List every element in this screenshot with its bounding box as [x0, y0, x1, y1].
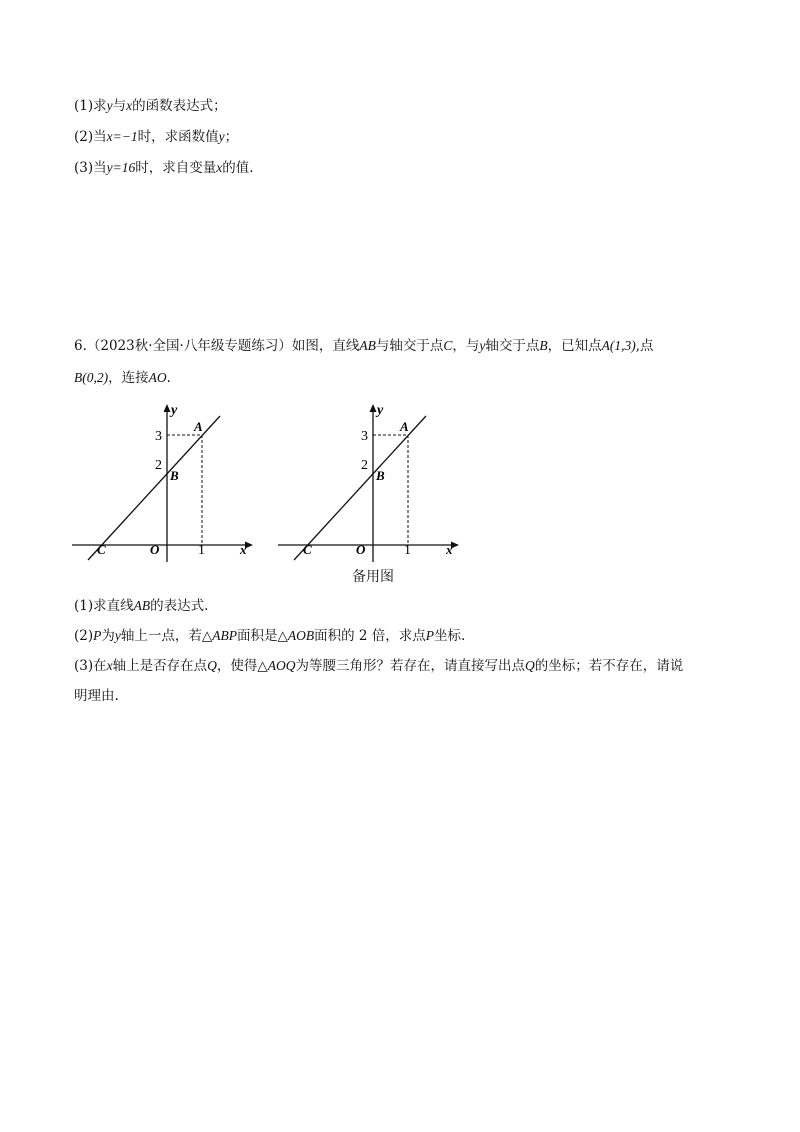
label-o: O: [356, 542, 366, 557]
text: 轴交于点: [485, 338, 540, 354]
text: ，与: [452, 338, 480, 354]
math-var: x: [126, 98, 133, 113]
q6-part3: [74, 656, 683, 676]
math-expr: △ABP: [201, 628, 237, 643]
text: (1)求直线: [74, 598, 134, 614]
math-var: y: [479, 338, 486, 353]
text: ，已知点: [547, 338, 602, 354]
text: 6.（2023秋·全国·八年级专题练习）如图，直线: [74, 338, 360, 354]
label-a: A: [194, 419, 203, 434]
label-y: y: [171, 403, 178, 418]
text: 与轴交于点: [375, 338, 444, 354]
text: (2): [74, 628, 94, 644]
text: 时，求自变量: [135, 160, 217, 176]
text: (3)在: [74, 658, 107, 674]
text: 面积的 2 倍，求点: [314, 628, 426, 644]
q6-intro: [74, 336, 654, 356]
q6-part3-line2: [74, 686, 119, 706]
tick-2: 2: [361, 458, 368, 473]
label-x: x: [446, 542, 453, 557]
text: 轴上是否存在点: [112, 658, 208, 674]
math-expr: y=16: [106, 160, 136, 175]
label-c: C: [97, 542, 106, 557]
text: 的值.: [222, 160, 254, 176]
q6-part1: [74, 596, 208, 616]
text: (2)当: [74, 129, 107, 145]
math-var: y: [106, 98, 113, 113]
label-c: C: [303, 542, 312, 557]
math-var: Q: [207, 658, 217, 673]
text: .: [166, 370, 171, 386]
text: 为: [101, 628, 115, 644]
math-var: x: [216, 160, 223, 175]
q5-part1: [74, 96, 227, 116]
text: 时，求函数值: [137, 129, 219, 145]
label-o: O: [150, 542, 160, 557]
text: (1)求: [74, 98, 107, 114]
label-y: y: [377, 403, 384, 418]
tick-1: 1: [404, 543, 411, 558]
q5-part2: [74, 127, 238, 147]
text: 的函数表达式；: [132, 98, 227, 114]
text: 的坐标；若不存在，请说: [534, 658, 684, 674]
math-expr: x=−1: [106, 129, 138, 144]
figure-caption: 备用图: [352, 569, 394, 585]
text: 坐标.: [434, 628, 466, 644]
math-expr: △AOB: [277, 628, 315, 643]
text: ；: [224, 129, 239, 145]
text: 面积是: [237, 628, 278, 644]
math-var: y: [114, 628, 121, 643]
text: 明理由.: [74, 688, 119, 704]
y-axis-arrow: [370, 404, 377, 412]
text: 为等腰三角形？若存在，请直接写出点: [295, 658, 526, 674]
q6-intro-line2: [74, 368, 171, 388]
text: ，连接: [108, 370, 149, 386]
math-var: Q: [525, 658, 535, 673]
math-var: AO: [148, 370, 167, 385]
math-var: x: [106, 658, 113, 673]
y-axis-arrow: [164, 404, 171, 412]
text: 与: [112, 98, 127, 114]
math-var: y: [218, 129, 225, 144]
math-var: P: [425, 628, 435, 643]
tick-3: 3: [361, 429, 368, 444]
math-var: AB: [359, 338, 376, 353]
label-a: A: [400, 419, 409, 434]
line-ab: [88, 416, 220, 560]
coordinate-figure-main: [70, 400, 260, 565]
text: 的表达式.: [150, 598, 209, 614]
tick-3: 3: [155, 429, 162, 444]
math-var: C: [443, 338, 453, 353]
text: ,点: [635, 338, 654, 354]
text: (3)当: [74, 160, 107, 176]
math-expr: △AOQ: [257, 658, 296, 673]
math-expr: A(1,3): [601, 338, 636, 353]
tick-1: 1: [198, 543, 205, 558]
text: ，使得: [216, 658, 258, 674]
text: 轴上一点，若: [120, 628, 202, 644]
label-x: x: [240, 542, 247, 557]
coordinate-figure-spare: [276, 400, 466, 565]
math-var: B: [539, 338, 548, 353]
line-ab: [294, 416, 426, 560]
q6-part2: [74, 626, 465, 646]
q5-part3: [74, 158, 254, 178]
label-b: B: [170, 468, 179, 483]
label-b: B: [376, 468, 385, 483]
tick-2: 2: [155, 458, 162, 473]
math-var: P: [93, 628, 102, 643]
math-var: AB: [133, 598, 151, 613]
math-expr: B(0,2): [74, 370, 109, 385]
